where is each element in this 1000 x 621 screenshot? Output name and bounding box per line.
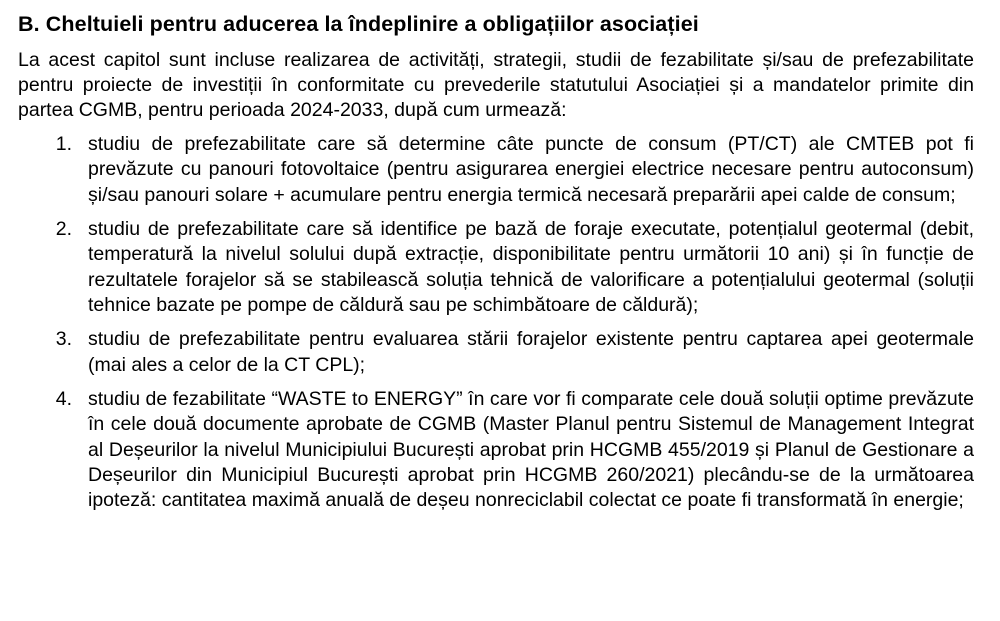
section-heading: B. Cheltuieli pentru aducerea la îndeplinire a obligațiilor asociației [18,12,699,36]
numbered-list [18,132,978,514]
intro-paragraph: La acest capitol sunt incluse realizarea de activități, strategii, studii de fezabilitate și/sau de prefezabilitate pentru proiecte de investiții în conformitate cu prevederile statutului Asociației și a mandatelor primite din partea CGMB, pentru perioada 2024-2033, după cum urmează: [18,48,974,122]
list-item [18,217,978,318]
list-item-text: studiu de prefezabilitate care să identifice pe bază de foraje executate, potențialul geotermal (debit, temperatură la nivelul solului după extracție, disponibilitate pentru următorii 10 ani) și în funcție de rezultatele forajelor să se stabilească soluția tehnică de valorificare a potențialului geotermal (soluții tehnice bazate pe pompe de căldură sau pe schimbătoare de căldură); [88,217,974,316]
list-item-marker: 3. [55,328,72,351]
list-item-text: studiu de prefezabilitate care să determine câte puncte de consum (PT/CT) ale CMTEB pot fi prevăzute cu panouri fotovoltaice (pentru asigurarea energiei electrice necesare pentru autoconsum) și/sau panouri solare + acumulare pentru energia termică necesară preparării apei calde de consum; [88,132,974,206]
list-item [18,387,978,514]
list-item-marker: 1. [55,132,72,155]
list-item-marker: 4. [55,387,72,410]
list-item-text: studiu de fezabilitate “WASTE to ENERGY” în care vor fi comparate cele două soluții optime prevăzute în cele două documente aprobate de CGMB (Master Planul pentru Sistemul de Management Integrat al Deșeurilor la nivelul Municipiului București aprobat prin HCGMB 455/2019 și Planul de Gestionare a Deșeurilor din Municipiul București aprobat prin HCGMB 260/2021) plecându-se de la următoarea ipoteză: cantitatea maximă anuală de deșeu nonreciclabil colectat ce poate fi transformată în energie; [88,387,974,512]
list-item [18,132,978,208]
list-item-marker: 2. [55,217,72,240]
list-item [18,327,978,378]
list-item-text: studiu de prefezabilitate pentru evaluarea stării forajelor existente pentru captarea apei geotermale (mai ales a celor de la CT CPL); [88,328,974,376]
